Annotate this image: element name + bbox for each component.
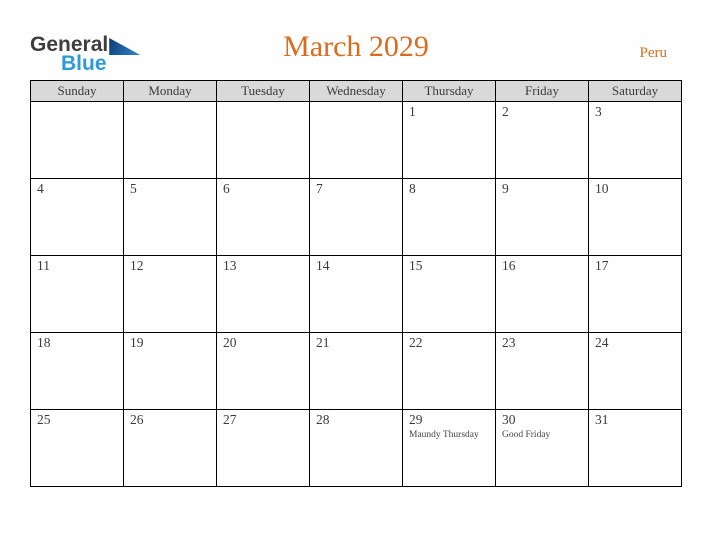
day-number: 31 bbox=[595, 412, 609, 427]
day-number: 27 bbox=[223, 412, 237, 427]
day-cell-11[interactable] bbox=[31, 256, 124, 333]
holiday-label: Maundy Thursday bbox=[409, 429, 479, 440]
day-number: 18 bbox=[37, 335, 51, 350]
country-label: Peru bbox=[639, 45, 667, 61]
day-cell-3[interactable] bbox=[589, 102, 682, 179]
day-number: 14 bbox=[316, 258, 330, 273]
day-number: 3 bbox=[595, 104, 602, 119]
day-cell-17[interactable] bbox=[589, 256, 682, 333]
day-number: 6 bbox=[223, 181, 230, 196]
day-cell-empty[interactable] bbox=[310, 102, 403, 179]
day-cell-empty[interactable] bbox=[124, 102, 217, 179]
day-cell-25[interactable] bbox=[31, 410, 124, 487]
day-number: 23 bbox=[502, 335, 516, 350]
week-row bbox=[31, 410, 682, 487]
day-cell-13[interactable] bbox=[217, 256, 310, 333]
weekday-header-row bbox=[31, 81, 682, 102]
day-number: 19 bbox=[130, 335, 144, 350]
day-number: 5 bbox=[130, 181, 137, 196]
day-cell-28[interactable] bbox=[310, 410, 403, 487]
day-number: 9 bbox=[502, 181, 509, 196]
day-cell-20[interactable] bbox=[217, 333, 310, 410]
day-cell-23[interactable] bbox=[496, 333, 589, 410]
day-cell-9[interactable] bbox=[496, 179, 589, 256]
day-number: 12 bbox=[130, 258, 144, 273]
day-cell-7[interactable] bbox=[310, 179, 403, 256]
day-number: 11 bbox=[37, 258, 50, 273]
day-cell-12[interactable] bbox=[124, 256, 217, 333]
day-number: 25 bbox=[37, 412, 51, 427]
day-number: 22 bbox=[409, 335, 423, 350]
day-cell-27[interactable] bbox=[217, 410, 310, 487]
day-cell-1[interactable] bbox=[403, 102, 496, 179]
day-number: 2 bbox=[502, 104, 509, 119]
week-row bbox=[31, 102, 682, 179]
holiday-label: Good Friday bbox=[502, 429, 551, 440]
day-cell-4[interactable] bbox=[31, 179, 124, 256]
day-cell-empty[interactable] bbox=[217, 102, 310, 179]
weekday-header-saturday: Saturday bbox=[589, 81, 682, 102]
day-cell-16[interactable] bbox=[496, 256, 589, 333]
weekday-header-sunday: Sunday bbox=[31, 81, 124, 102]
day-number: 8 bbox=[409, 181, 416, 196]
day-cell-31[interactable] bbox=[589, 410, 682, 487]
day-number: 16 bbox=[502, 258, 516, 273]
month-title: March 2029 bbox=[283, 30, 429, 63]
day-number: 20 bbox=[223, 335, 237, 350]
day-cell-26[interactable] bbox=[124, 410, 217, 487]
day-number: 30 bbox=[502, 412, 516, 427]
day-number: 4 bbox=[37, 181, 44, 196]
day-number: 24 bbox=[595, 335, 609, 350]
day-cell-14[interactable] bbox=[310, 256, 403, 333]
week-row bbox=[31, 179, 682, 256]
calendar-grid bbox=[30, 80, 682, 487]
day-cell-19[interactable] bbox=[124, 333, 217, 410]
day-cell-2[interactable] bbox=[496, 102, 589, 179]
week-row bbox=[31, 333, 682, 410]
day-number: 17 bbox=[595, 258, 609, 273]
day-number: 7 bbox=[316, 181, 323, 196]
day-cell-21[interactable] bbox=[310, 333, 403, 410]
day-number: 10 bbox=[595, 181, 609, 196]
day-number: 21 bbox=[316, 335, 330, 350]
day-cell-29[interactable] bbox=[403, 410, 496, 487]
weekday-header-monday: Monday bbox=[124, 81, 217, 102]
day-number: 28 bbox=[316, 412, 330, 427]
week-row bbox=[31, 256, 682, 333]
day-cell-30[interactable] bbox=[496, 410, 589, 487]
logo-word-blue: Blue bbox=[61, 52, 107, 75]
day-cell-24[interactable] bbox=[589, 333, 682, 410]
day-cell-10[interactable] bbox=[589, 179, 682, 256]
weekday-header-friday: Friday bbox=[496, 81, 589, 102]
day-cell-8[interactable] bbox=[403, 179, 496, 256]
day-cell-18[interactable] bbox=[31, 333, 124, 410]
weekday-header-wednesday: Wednesday bbox=[310, 81, 403, 102]
day-number: 15 bbox=[409, 258, 423, 273]
day-cell-15[interactable] bbox=[403, 256, 496, 333]
logo-word-general: General bbox=[30, 33, 109, 56]
day-cell-22[interactable] bbox=[403, 333, 496, 410]
day-number: 26 bbox=[130, 412, 144, 427]
weekday-header-tuesday: Tuesday bbox=[217, 81, 310, 102]
day-cell-6[interactable] bbox=[217, 179, 310, 256]
day-number: 13 bbox=[223, 258, 237, 273]
day-number: 1 bbox=[409, 104, 416, 119]
weekday-header-thursday: Thursday bbox=[403, 81, 496, 102]
day-cell-empty[interactable] bbox=[31, 102, 124, 179]
day-number: 29 bbox=[409, 412, 423, 427]
day-cell-5[interactable] bbox=[124, 179, 217, 256]
